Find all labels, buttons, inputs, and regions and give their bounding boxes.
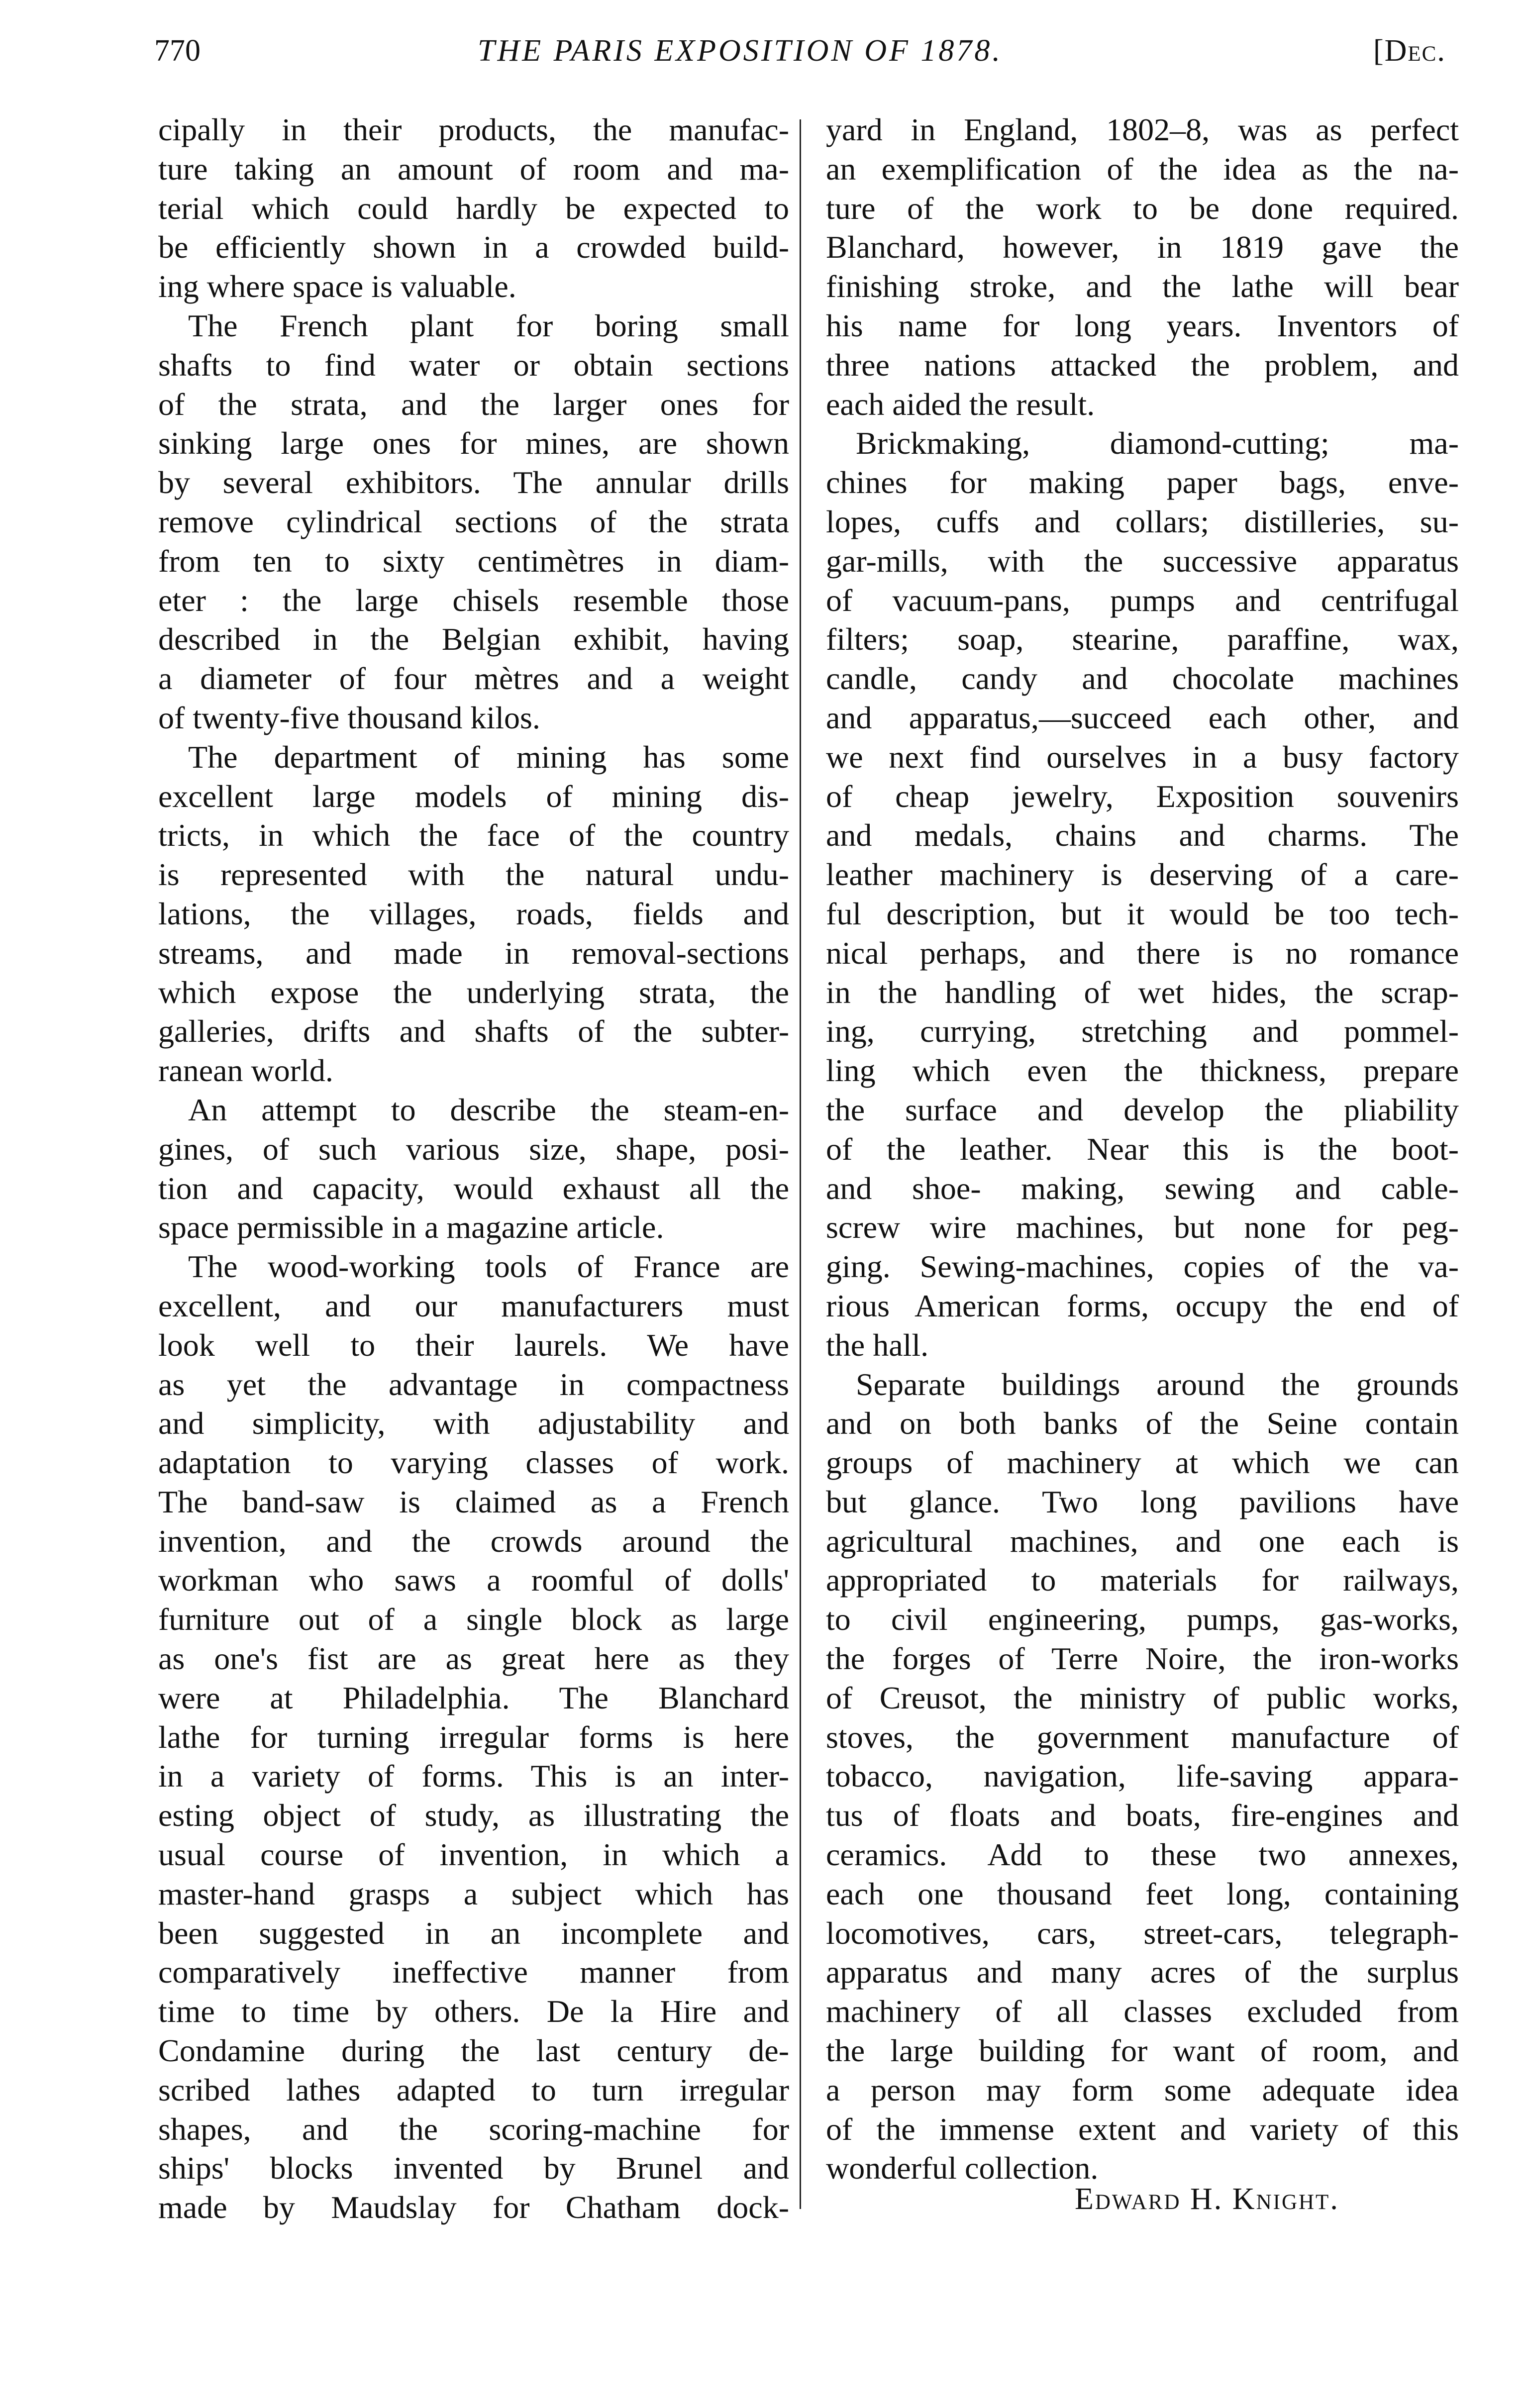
text-line: yard in England, 1802–8, was as perfect xyxy=(826,112,1459,147)
text-line: excellent, and our manufacturers must xyxy=(158,1288,789,1323)
text-line: tricts, in which the face of the country xyxy=(158,817,789,853)
text-line: remove cylindrical sections of the strata xyxy=(158,503,789,539)
text-line: Brickmaking, diamond-cutting; ma- xyxy=(856,425,1459,461)
text-line: tus of floats and boats, fire-engines and xyxy=(826,1798,1459,1833)
text-line: adaptation to varying classes of work. xyxy=(158,1445,789,1481)
text-line: excellent large models of mining dis- xyxy=(158,778,789,814)
text-line: were at Philadelphia. The Blanchard xyxy=(158,1680,789,1715)
text-line: furniture out of a single block as large xyxy=(158,1602,789,1637)
text-line: shapes, and the scoring-machine for xyxy=(158,2111,789,2147)
text-line: we next find ourselves in a busy factory xyxy=(826,739,1459,775)
text-line: usual course of invention, in which a xyxy=(158,1837,789,1873)
right-column xyxy=(826,110,1459,2188)
text-line: made by Maudslay for Chatham dock- xyxy=(158,2190,789,2225)
text-line: the surface and develop the pliability xyxy=(826,1092,1459,1127)
text-line: the forges of Terre Noire, the iron-works xyxy=(826,1641,1459,1677)
text-line: be efficiently shown in a crowded build- xyxy=(158,229,789,265)
text-line: ing where space is valuable. xyxy=(158,269,516,304)
text-line: The French plant for boring small xyxy=(188,307,789,343)
text-line: ranean world. xyxy=(158,1053,333,1089)
text-line: machinery of all classes excluded from xyxy=(826,1994,1459,2029)
text-line: and on both banks of the Seine contain xyxy=(826,1405,1459,1441)
text-line: ling which even the thickness, prepare xyxy=(826,1053,1459,1089)
text-line: comparatively ineffective manner from xyxy=(158,1954,789,1990)
column-divider xyxy=(800,119,801,2209)
text-line: in a variety of forms. This is an inter- xyxy=(158,1758,789,1794)
text-line: and shoe- making, sewing and cable- xyxy=(826,1170,1459,1206)
text-line: ture of the work to be done required. xyxy=(826,190,1459,226)
text-line: but glance. Two long pavilions have xyxy=(826,1484,1459,1519)
text-line: lathe for turning irregular forms is here xyxy=(158,1719,789,1755)
text-line: wonderful collection. xyxy=(826,2150,1099,2186)
text-line: time to time by others. De la Hire and xyxy=(158,1994,789,2029)
text-line: ture taking an amount of room and ma- xyxy=(158,151,789,187)
text-line: of vacuum-pans, pumps and centrifugal xyxy=(826,582,1459,618)
text-line: workman who saws a roomful of dolls' xyxy=(158,1562,789,1598)
text-line: a person may form some adequate idea xyxy=(826,2072,1459,2107)
text-line: stoves, the government manufacture of xyxy=(826,1719,1459,1755)
text-line: The department of mining has some xyxy=(188,739,789,775)
text-line: ships' blocks invented by Brunel and xyxy=(158,2150,789,2186)
text-line: appropriated to materials for railways, xyxy=(826,1562,1459,1598)
text-line: as one's fist are as great here as they xyxy=(158,1641,789,1677)
text-line: been suggested in an incomplete and xyxy=(158,1915,789,1951)
text-line: gines, of such various size, shape, posi- xyxy=(158,1131,789,1167)
text-line: the large building for want of room, and xyxy=(826,2033,1459,2069)
text-line: esting object of study, as illustrating the xyxy=(158,1798,789,1833)
text-line: and apparatus,—succeed each other, and xyxy=(826,700,1459,735)
text-line: locomotives, cars, street-cars, telegraph- xyxy=(826,1915,1459,1951)
text-line: ceramics. Add to these two annexes, xyxy=(826,1837,1459,1873)
text-line: tion and capacity, would exhaust all the xyxy=(158,1170,789,1206)
text-line: lations, the villages, roads, fields and xyxy=(158,896,789,931)
text-line: ful description, but it would be too tech- xyxy=(826,896,1459,931)
text-line: of the leather. Near this is the boot- xyxy=(826,1131,1459,1167)
text-line: of twenty-five thousand kilos. xyxy=(158,700,540,735)
text-line: streams, and made in removal-sections xyxy=(158,935,789,971)
text-line: invention, and the crowds around the xyxy=(158,1523,789,1559)
text-line: The wood-working tools of France are xyxy=(188,1249,789,1285)
text-line: each one thousand feet long, containing xyxy=(826,1876,1459,1911)
running-title: THE PARIS EXPOSITION OF 1878. xyxy=(478,34,1003,68)
text-line: space permissible in a magazine article. xyxy=(158,1209,664,1245)
text-line: An attempt to describe the steam-en- xyxy=(188,1092,789,1127)
text-line: leather machinery is deserving of a care- xyxy=(826,857,1459,893)
text-line: and medals, chains and charms. The xyxy=(826,817,1459,853)
text-line: the hall. xyxy=(826,1327,929,1363)
text-line: from ten to sixty centimètres in diam- xyxy=(158,543,789,579)
text-line: and simplicity, with adjustability and xyxy=(158,1405,789,1441)
author-signature: Edward H. Knight. xyxy=(1075,2182,1339,2216)
text-line: is represented with the natural undu- xyxy=(158,857,789,893)
text-line: each aided the result. xyxy=(826,386,1095,422)
text-line: which expose the underlying strata, the xyxy=(158,974,789,1010)
text-line: cipally in their products, the manufac- xyxy=(158,112,789,147)
text-line: in the handling of wet hides, the scrap- xyxy=(826,974,1459,1010)
text-line: nical perhaps, and there is no romance xyxy=(826,935,1459,971)
text-line: Separate buildings around the grounds xyxy=(856,1366,1459,1402)
text-line: his name for long years. Inventors of xyxy=(826,307,1459,343)
text-line: rious American forms, occupy the end of xyxy=(826,1288,1459,1323)
text-line: The band-saw is claimed as a French xyxy=(158,1484,789,1519)
text-line: eter : the large chisels resemble those xyxy=(158,582,789,618)
text-line: finishing stroke, and the lathe will bear xyxy=(826,269,1459,304)
text-line: sinking large ones for mines, are shown xyxy=(158,425,789,461)
text-line: Blanchard, however, in 1819 gave the xyxy=(826,229,1459,265)
issue-month: [Dec. xyxy=(1373,34,1446,68)
text-line: screw wire machines, but none for peg- xyxy=(826,1209,1459,1245)
text-line: chines for making paper bags, enve- xyxy=(826,465,1459,501)
text-line: agricultural machines, and one each is xyxy=(826,1523,1459,1559)
text-line: Condamine during the last century de- xyxy=(158,2033,789,2069)
page-number: 770 xyxy=(154,34,201,68)
text-line: terial which could hardly be expected to xyxy=(158,190,789,226)
text-line: groups of machinery at which we can xyxy=(826,1445,1459,1481)
text-line: by several exhibitors. The annular drills xyxy=(158,465,789,501)
text-line: apparatus and many acres of the surplus xyxy=(826,1954,1459,1990)
text-line: ing, currying, stretching and pommel- xyxy=(826,1013,1459,1049)
text-line: ging. Sewing-machines, copies of the va- xyxy=(826,1249,1459,1285)
text-line: lopes, cuffs and collars; distilleries, su- xyxy=(826,503,1459,539)
text-line: of Creusot, the ministry of public works, xyxy=(826,1680,1459,1715)
text-line: master-hand grasps a subject which has xyxy=(158,1876,789,1911)
text-line: described in the Belgian exhibit, having xyxy=(158,621,789,657)
text-line: a diameter of four mètres and a weight xyxy=(158,661,789,697)
text-line: candle, candy and chocolate machines xyxy=(826,661,1459,697)
text-line: to civil engineering, pumps, gas-works, xyxy=(826,1602,1459,1637)
text-line: as yet the advantage in compactness xyxy=(158,1366,789,1402)
text-line: look well to their laurels. We have xyxy=(158,1327,789,1363)
text-line: of the strata, and the larger ones for xyxy=(158,386,789,422)
text-line: filters; soap, stearine, paraffine, wax, xyxy=(826,621,1459,657)
text-line: of the immense extent and variety of this xyxy=(826,2111,1459,2147)
text-line: tobacco, navigation, life-saving appara- xyxy=(826,1758,1459,1794)
text-line: gar-mills, with the successive apparatus xyxy=(826,543,1459,579)
text-line: shafts to find water or obtain sections xyxy=(158,347,789,383)
text-line: scribed lathes adapted to turn irregular xyxy=(158,2072,789,2107)
text-line: galleries, drifts and shafts of the subter- xyxy=(158,1013,789,1049)
text-line: an exemplification of the idea as the na- xyxy=(826,151,1459,187)
text-line: of cheap jewelry, Exposition souvenirs xyxy=(826,778,1459,814)
text-line: three nations attacked the problem, and xyxy=(826,347,1459,383)
left-column xyxy=(158,110,789,2227)
